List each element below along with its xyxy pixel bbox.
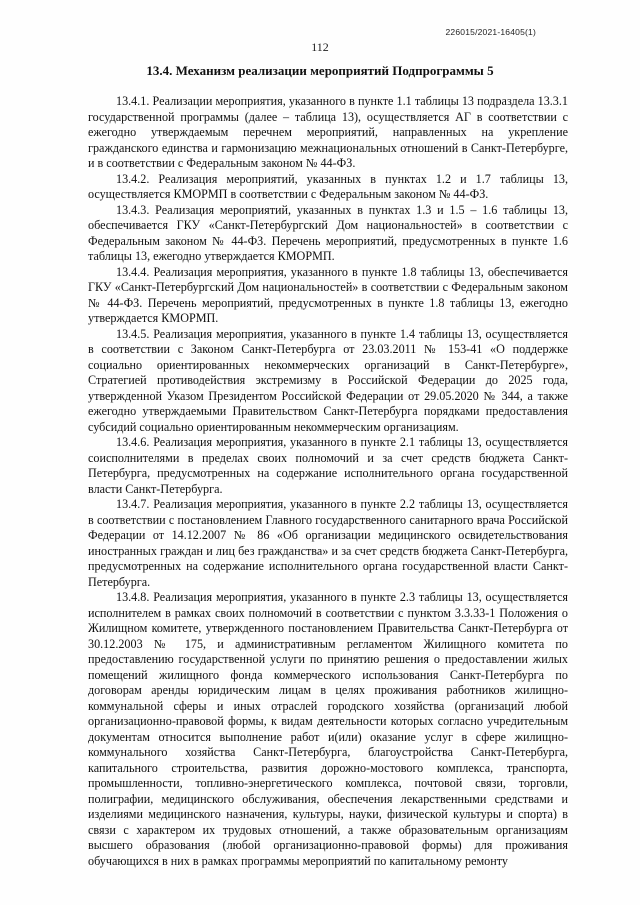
paragraph-13-4-6: 13.4.6. Реализация мероприятия, указанного в пункте 2.1 таблицы 13, осуществляется соисполнителями в пределах своих полномочий и за счет средств бюджета Санкт-Петербурга, предусмотренных на содержание исполнительного органа государственной власти Санкт-Петербурга. (88, 435, 568, 496)
paragraph-13-4-3: 13.4.3. Реализация мероприятий, указанных в пунктах 1.3 и 1.5 – 1.6 таблицы 13, обеспечивается ГКУ «Санкт-Петербургский Дом национальностей» в соответствии с Федеральным законом № 44-ФЗ. Перечень мероприятий, предусмотренных в пункте 1.6 таблицы 13, ежегодно утверждается КМОРМП. (88, 202, 568, 263)
section-title: 13.4. Механизм реализации мероприятий Подпрограммы 5 (146, 63, 494, 78)
paragraph-13-4-8: 13.4.8. Реализация мероприятия, указанного в пункте 2.3 таблицы 13, осуществляется исполнителем в рамках своих полномочий в соответствии с пунктом 3.3.33-1 Положения о Жилищном комитете, утвержденного постановлением Правительства Санкт-Петербурга от 30.12.2003 № 175, и административным регламентом Жилищного комитета по предоставлению государственной услуги по принятию решения о предоставлении жилых помещений жилищного фонда коммерческого использования Санкт-Петербурга по договорам аренды юридическим лицам в целях проживания работников жилищно-коммунальной сферы и иных отраслей городского хозяйства (организаций любой организационно-правовой формы, к видам деятельности которых согласно учредительным документам относится выполнение работ и(или) оказание услуг в сфере жилищно-коммунального хозяйства Санкт-Петербурга, благоустройства Санкт-Петербурга, капитального строительства, развития дорожно-мостового комплекса, транспорта, промышленности, топливно-энергетического комплекса, почтовой связи, торговли, полиграфии, медицинского обслуживания, обеспечения лекарственными средствами и изделиями медицинского назначения, культуры, науки, физической культуры и спорта) в связи с характером их трудовых отношений, а также образовательным организациям высшего образования (любой организационно-правовой формы) для проживания обучающихся в них в рамках программы мероприятий по капитальному ремонту (88, 590, 568, 868)
paragraph-13-4-5: 13.4.5. Реализация мероприятия, указанного в пункте 1.4 таблицы 13, осуществляется в соответствии с Законом Санкт-Петербурга от 23.03.2011 № 153-41 «О поддержке социально ориентированных некоммерческих организаций в Санкт-Петербурге», Стратегией противодействия экстремизму в Российской Федерации до 2025 года, утвержденной Указом Президентом Российской Федерации от 29.05.2020 № 344, а также ежегодно утверждаемыми Правительством Санкт-Петербурга порядками предоставления субсидий социально ориентированным некоммерческим организациям. (88, 326, 568, 434)
document-body (88, 94, 568, 869)
paragraph-13-4-7: 13.4.7. Реализация мероприятия, указанного в пункте 2.2 таблицы 13, осуществляется в соответствии с постановлением Главного государственного санитарного врача Российской Федерации от 14.12.2007 № 86 «Об организации медицинского освидетельствования иностранных граждан и лиц без гражданства» и за счет средств бюджета Санкт-Петербурга, предусмотренных на содержание исполнительного органа государственной власти Санкт-Петербурга. (88, 497, 568, 589)
paragraph-13-4-4: 13.4.4. Реализация мероприятия, указанного в пункте 1.8 таблицы 13, обеспечивается ГКУ «Санкт-Петербургский Дом национальностей» в соответствии с Федеральным законом № 44-ФЗ. Перечень мероприятий, предусмотренных в пункте 1.8 таблицы 13, ежегодно утверждается КМОРМП. (88, 264, 568, 325)
page-number: 112 (311, 40, 329, 54)
paragraph-13-4-2: 13.4.2. Реализация мероприятий, указанных в пунктах 1.2 и 1.7 таблицы 13, осуществляется КМОРМП в соответствии с Федеральным законом № 44-ФЗ. (88, 171, 568, 201)
document-id: 226015/2021-16405(1) (445, 27, 536, 37)
paragraph-13-4-1: 13.4.1. Реализации мероприятия, указанного в пункте 1.1 таблицы 13 подраздела 13.3.1 государственной программы (далее – таблица 13), осуществляется АГ в соответствии с ежегодно утверждаемым перечнем мероприятий, направленных на укрепление гражданского единства и гармонизацию межнациональных отношений в Санкт-Петербурге, и в соответствии с Федеральным законом № 44-ФЗ. (88, 94, 568, 170)
